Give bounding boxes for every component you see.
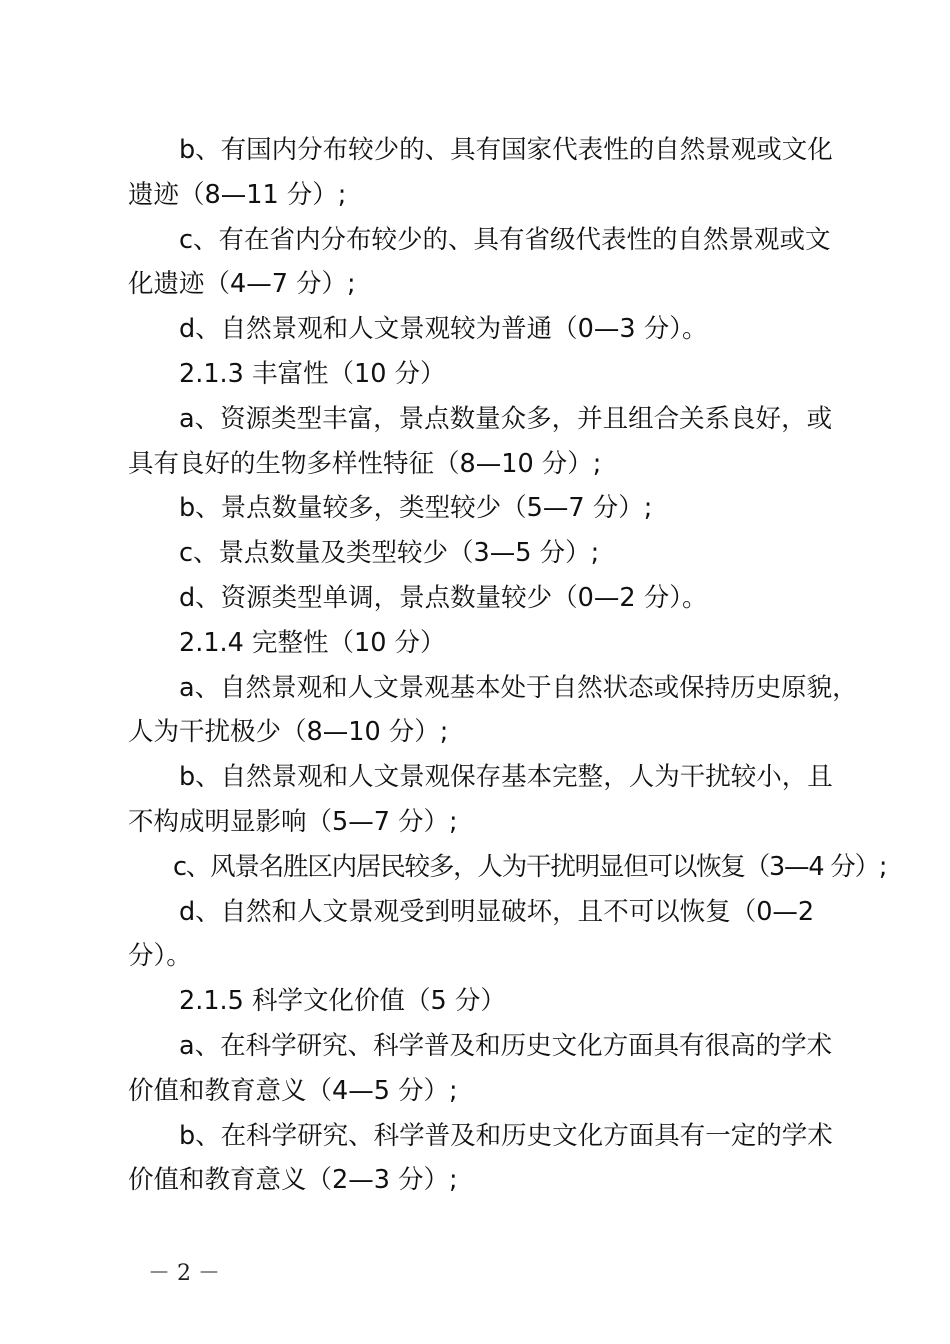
paragraph-line: a、在科学研究、科学普及和历史文化方面具有很高的学术	[179, 1030, 833, 1061]
paragraph-line: c、景点数量及类型较少（3—5 分）;	[179, 538, 600, 569]
paragraph-line: b、景点数量较多，类型较少（5—7 分）;	[179, 493, 653, 524]
paragraph-line: b、自然景观和人文景观保存基本完整，人为干扰较小，且	[179, 762, 833, 793]
paragraph-line: 具有良好的生物多样性特征（8—10 分）;	[128, 448, 602, 479]
paragraph-line: 不构成明显影响（5—7 分）;	[128, 806, 458, 837]
paragraph-line: 价值和教育意义（2—3 分）;	[128, 1165, 458, 1196]
section-heading: 2.1.5 科学文化价值（5 分）	[179, 986, 506, 1017]
paragraph-line: b、在科学研究、科学普及和历史文化方面具有一定的学术	[179, 1120, 833, 1151]
paragraph-line: 遗迹（8—11 分）;	[128, 179, 347, 210]
paragraph-line: a、自然景观和人文景观基本处于自然状态或保持历史原貌，	[179, 672, 858, 703]
page-number: － 2 －	[148, 1261, 220, 1286]
section-heading: 2.1.3 丰富性（10 分）	[179, 358, 446, 389]
paragraph-line: 人为干扰极少（8—10 分）;	[128, 717, 449, 748]
paragraph-line: 化遗迹（4—7 分）;	[128, 269, 356, 300]
paragraph-line: c、有在省内分布较少的、具有省级代表性的自然景观或文	[179, 224, 831, 255]
paragraph-line: d、资源类型单调，景点数量较少（0—2 分）。	[179, 582, 708, 613]
paragraph-line: c、风景名胜区内居民较多，人为干扰明显但可以恢复（3—4 分）;	[173, 851, 887, 882]
paragraph-line: d、自然景观和人文景观较为普通（0—3 分）。	[179, 314, 708, 345]
paragraph-line: 分）。	[128, 941, 192, 972]
body-text	[128, 128, 887, 1203]
paragraph-line: d、自然和人文景观受到明显破坏，且不可以恢复（0—2	[179, 896, 815, 927]
paragraph-line: a、资源类型丰富，景点数量众多，并且组合关系良好，或	[179, 403, 833, 434]
paragraph-line: 价值和教育意义（4—5 分）;	[128, 1075, 458, 1106]
section-heading: 2.1.4 完整性（10 分）	[179, 627, 446, 658]
paragraph-line: b、有国内分布较少的、具有国家代表性的自然景观或文化	[179, 135, 833, 165]
